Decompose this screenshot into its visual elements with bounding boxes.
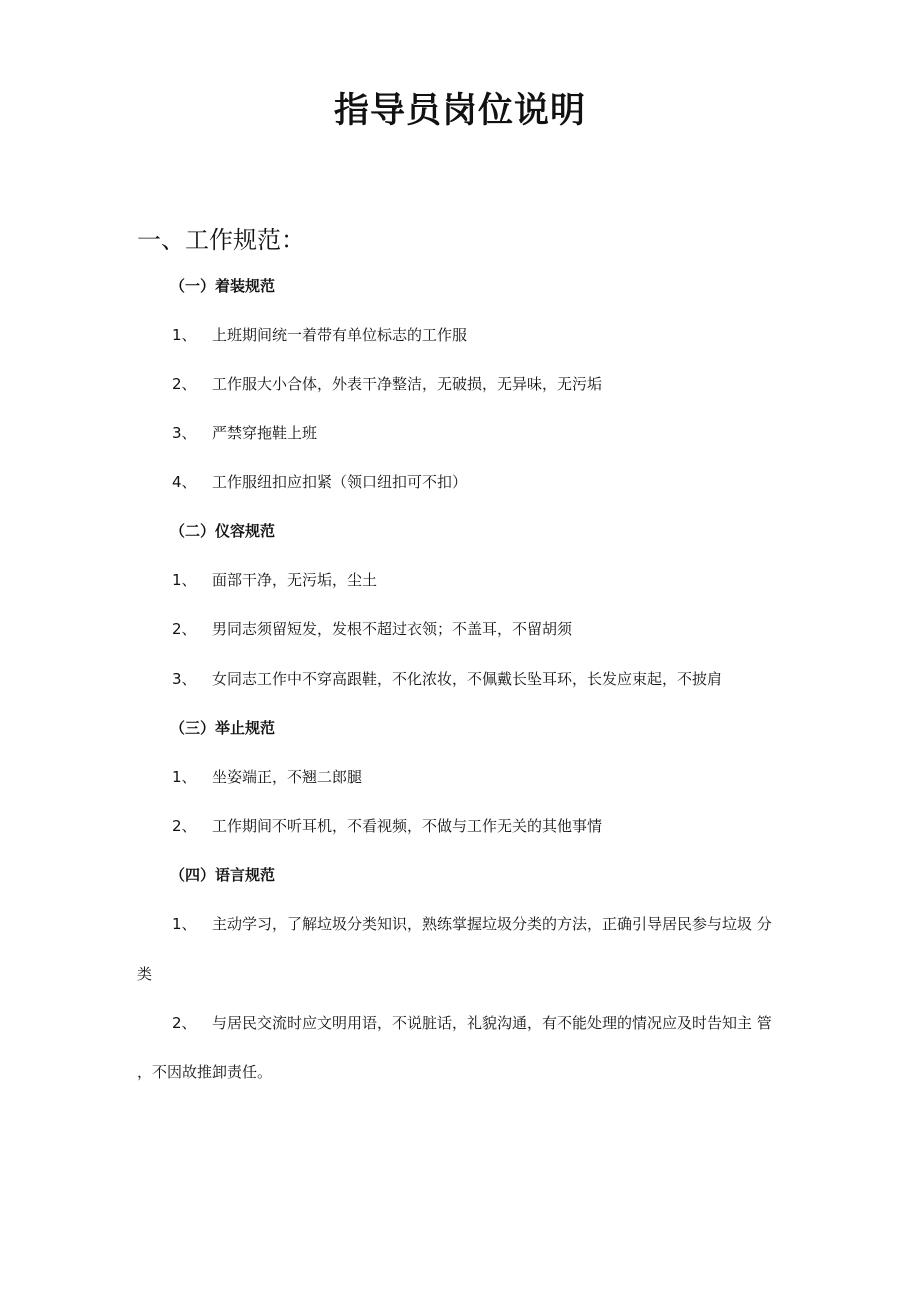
section-heading: 一、工作规范：: [137, 226, 305, 254]
item-text: 上班期间统一着带有单位标志的工作服: [212, 326, 468, 344]
subheading-behavior: （三）举止规范: [170, 719, 276, 737]
item-text-continuation: 类: [137, 965, 153, 983]
item-text: 面部干净，无污垢，尘土: [212, 571, 378, 589]
item-text: 主动学习，了解垃圾分类知识，熟练掌握垃圾分类的方法，正确引导居民参与垃圾 分: [212, 915, 772, 933]
item-number: 2、: [172, 1014, 197, 1032]
item-number: 1、: [172, 571, 197, 589]
item-number: 4、: [172, 473, 197, 491]
item-number: 2、: [172, 375, 197, 393]
item-text-continuation: ，不因故推卸责任。: [137, 1063, 273, 1081]
item-text: 坐姿端正，不翘二郎腿: [212, 768, 363, 786]
item-number: 1、: [172, 768, 197, 786]
item-text: 工作服纽扣应扣紧（领口纽扣可不扣）: [212, 473, 468, 491]
item-number: 2、: [172, 817, 197, 835]
item-text: 工作服大小合体，外表干净整洁，无破损，无异味，无污垢: [212, 375, 603, 393]
item-text: 男同志须留短发，发根不超过衣领；不盖耳，不留胡须: [212, 620, 573, 638]
subheading-appearance: （二）仪容规范: [170, 522, 276, 540]
item-number: 3、: [172, 424, 197, 442]
document-title: 指导员岗位说明: [333, 91, 586, 131]
item-number: 1、: [172, 326, 197, 344]
subheading-language: （四）语言规范: [170, 866, 276, 884]
item-number: 3、: [172, 670, 197, 688]
item-text: 与居民交流时应文明用语，不说脏话，礼貌沟通，有不能处理的情况应及时告知主 管: [212, 1014, 772, 1032]
subheading-attire: （一）着装规范: [170, 277, 276, 295]
item-text: 女同志工作中不穿高跟鞋，不化浓妆，不佩戴长坠耳环，长发应束起，不披肩: [212, 670, 723, 688]
item-number: 1、: [172, 915, 197, 933]
item-number: 2、: [172, 620, 197, 638]
item-text: 严禁穿拖鞋上班: [212, 424, 318, 442]
item-text: 工作期间不听耳机，不看视频，不做与工作无关的其他事情: [212, 817, 603, 835]
